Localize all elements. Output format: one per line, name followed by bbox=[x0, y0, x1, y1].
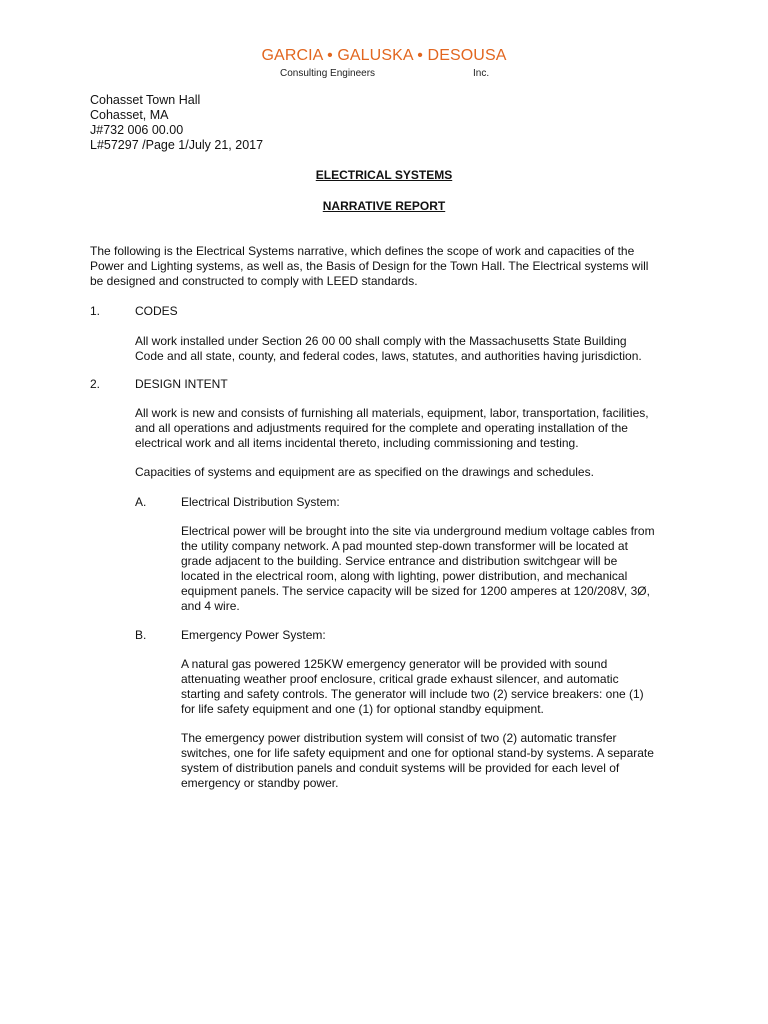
text-line: located in the electrical room, along with lighting, power distribution, and mechanical bbox=[181, 569, 628, 583]
distribution-paragraph bbox=[181, 524, 678, 614]
subsection-letter: B. bbox=[135, 628, 147, 642]
firm-name: GARCIA • GALUSKA • DESOUSA bbox=[261, 47, 507, 64]
text-line: system of distribution panels and conduit systems will be provided for each level of bbox=[181, 761, 620, 775]
text-line: Power and Lighting systems, as well as, the Basis of Design for the Town Hall. The Electrical systems will bbox=[90, 259, 649, 273]
generator-paragraph bbox=[181, 657, 678, 717]
section-number: 2. bbox=[90, 377, 101, 391]
text-line: emergency or standby power. bbox=[181, 776, 339, 790]
text-line: equipment panels. The service capacity will be sized for 1200 amperes at 120/208V, 3Ø, bbox=[181, 584, 650, 598]
text-line: and 4 wire. bbox=[181, 599, 240, 613]
firm-suffix: Inc. bbox=[473, 68, 490, 79]
text-line: switches, one for life safety equipment and one for optional stand-by systems. A separate bbox=[181, 746, 654, 760]
codes-paragraph bbox=[135, 334, 678, 364]
text-line: The following is the Electrical Systems narrative, which defines the scope of work and capacities of the bbox=[90, 244, 635, 258]
text-line: All work installed under Section 26 00 00 shall comply with the Massachusetts State Building bbox=[135, 334, 627, 348]
text-line: electrical work and all items incidental thereto, including commissioning and testing. bbox=[135, 436, 579, 450]
capacities-paragraph: Capacities of systems and equipment are as specified on the drawings and schedules. bbox=[135, 465, 594, 479]
subsection-heading-emergency: Emergency Power System: bbox=[181, 628, 326, 642]
section-heading-codes: CODES bbox=[135, 304, 178, 318]
design-intent-paragraph bbox=[135, 406, 678, 451]
text-line: be designed and constructed to comply with LEED standards. bbox=[90, 274, 418, 288]
text-line: and all operations and adjustments required for the complete and operating installation of the bbox=[135, 421, 628, 435]
text-line: for life safety equipment and one (1) for optional standby equipment. bbox=[181, 702, 544, 716]
text-line: All work is new and consists of furnishing all materials, equipment, labor, transportation, facilities, bbox=[135, 406, 649, 420]
subsection-heading-distribution: Electrical Distribution System: bbox=[181, 495, 340, 509]
text-line: Code and all state, county, and federal codes, laws, statutes, and authorities having jurisdiction. bbox=[135, 349, 642, 363]
subsection-letter: A. bbox=[135, 495, 147, 509]
text-line: attenuating weather proof enclosure, critical grade exhaust silencer, and automatic bbox=[181, 672, 619, 686]
intro-paragraph bbox=[90, 244, 678, 289]
text-line: the utility company network. A pad mounted step-down transformer will be located at bbox=[181, 539, 628, 553]
text-line: A natural gas powered 125KW emergency generator will be provided with sound bbox=[181, 657, 608, 671]
document-title: ELECTRICAL SYSTEMS bbox=[315, 168, 453, 182]
project-name: Cohasset Town Hall bbox=[90, 93, 201, 107]
letter-reference: L#57297 /Page 1/July 21, 2017 bbox=[90, 138, 264, 152]
document-subtitle: NARRATIVE REPORT bbox=[322, 199, 446, 213]
firm-subtitle: Consulting Engineers bbox=[280, 68, 376, 79]
text-line: The emergency power distribution system will consist of two (2) automatic transfer bbox=[181, 731, 617, 745]
transfer-switch-paragraph bbox=[181, 731, 678, 791]
section-heading-design-intent: DESIGN INTENT bbox=[135, 377, 228, 391]
section-number: 1. bbox=[90, 304, 101, 318]
text-line: Electrical power will be brought into the site via underground medium voltage cables from bbox=[181, 524, 655, 538]
job-number: J#732 006 00.00 bbox=[90, 123, 184, 137]
text-line: starting and safety controls. The generator will include two (2) service breakers: one (1) bbox=[181, 687, 644, 701]
text-line: grade adjacent to the building. Service entrance and distribution switchgear will be bbox=[181, 554, 618, 568]
project-location: Cohasset, MA bbox=[90, 108, 169, 122]
